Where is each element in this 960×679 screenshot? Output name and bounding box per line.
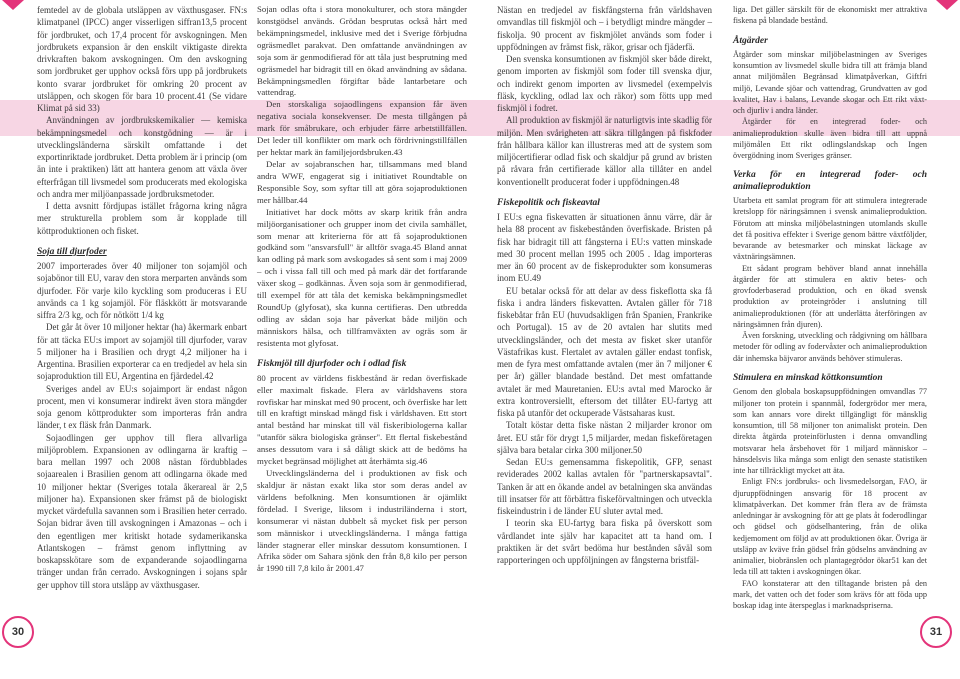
paragraph: Utarbeta ett samlat program för att stimulera integrerade kretslopp för näringsämnen i svensk animalieproduktion. Förutom att minska miljöbelastningen utomlands skulle det få positiva effekter i Sverige genom bättre växtföljder, bevarande av betesmarker och minskat läckage av växtnäringsämnen. bbox=[733, 195, 927, 262]
page-number-left: 30 bbox=[2, 616, 34, 648]
paragraph: Genom den globala boskapsuppfödningen omvandlas 77 miljoner ton protein i spannmål, fodergrödor mer mera, som kan annars vore direkt tillgängligt för mänsklig konsumtion, till 58 miljoner ton animaliskt protein. Den direkta åtgärda proteinförlusten i denna omvandling motsvarar hela årsbehovet för 1 miljard människor – hänsdelsvis lika många som enligt den senaste statistiken inte har tillräckligt mycket att äta. bbox=[733, 387, 927, 476]
section-heading: Åtgärder bbox=[733, 35, 768, 46]
section-heading: Fiskmjöl till djurfoder och i odlad fisk bbox=[257, 358, 407, 369]
paragraph: Det går åt över 10 miljoner hektar (ha) åkermark enbart för att täcka EU:s import av sojamjöl till djurfoder, varav 5 miljoner ha i Brasilien och drygt 4,2 miljoner ha i Argentina. Brasilien exporterar ca en tredjedel av hela sin sojaproduktion till EU, Argentina en fjärdedel.42 bbox=[37, 322, 247, 382]
paragraph: 80 procent av världens fiskbestånd är redan överfiskade eller maximalt fiskade. Flera av världshavens stora rovfiskar har minskat med 90 procent, och överfiske har lett till en kraftigt minskad mängd fisk i världshaven. Ett stort antal bestånd har minskat till väl fiskeribiologerna kallar "utanför säkra biologiska gränser". Ett flertal fiskebestånd anses dessutom vara i så dåligt skick att de bedöms ha mycket begränsad möjlighet att återhämta sig.46 bbox=[257, 372, 467, 467]
column-2 bbox=[257, 4, 467, 575]
paragraph: Den svenska konsumtionen av fiskmjöl sker både direkt, genom importen av fiskmjöl som foder till svenska djur, och indirekt genom importen av livsmedel (exempelvis fläsk, kyckling, odlad lax och räkor) som fötts upp med fiskmjöl i fodret. bbox=[497, 54, 712, 113]
paragraph: Ett sådant program behöver bland annat innehålla åtgärder för att stimulera en aktiv betes- och grovfoderbaserad produktion, och en ökad svensk produktion av proteingröder i anslutning till animalieproduktionen (för att underlätta återföringen av näringsämnen från djuren). bbox=[733, 263, 927, 329]
paragraph: Åtgärder för en integrerad foder- och animalieproduktion skulle även bidra till att uppnå miljömålen Ett rikt odlingslandskap och Ingen övergödning inom Sveriges gränser. bbox=[733, 117, 927, 161]
paragraph: Totalt köstar detta fiske nästan 2 miljarder kronor om året. EU står för drygt 1,5 miljarder, medan fiskeföretagen själva bara betalar cirka 300 miljoner.50 bbox=[497, 420, 712, 455]
section-heading: Verka för en integrerad foder- och animalieproduktion bbox=[733, 170, 927, 192]
section-heading: Soja till djurfoder bbox=[37, 246, 107, 257]
column-1 bbox=[37, 4, 247, 591]
paragraph: Nästan en tredjedel av fiskfångsterna från världshaven omvandlas till fiskmjöl och – i betydligt mindre mängder – fiskolja. 90 procent av fiskmjölet används som foder i uppfödningen av främst fisk, räkor, grisar och fjäderfä. bbox=[497, 5, 712, 52]
corner-marker-right-icon bbox=[936, 0, 958, 10]
paragraph: Användningen av jordbrukskemikalier — kemiska bekämpningsmedel och konstgödning — är i utvecklingsländerna särskilt omfattande i det exportinriktade jordbruket. Detta problem är i princip (om än inte i praktiken) lätt att hantera genom att växla över efterfrågan till livsmedel som producerats med ekologiska och andra mer miljöanpassade jordbruksmetoder. bbox=[37, 115, 247, 199]
paragraph: 2007 importerades över 40 miljoner ton sojamjöl och sojabönor till EU, varav den stora merparten används som djurfoder. För varje kilo kyckling som produceras i EU används ca 1 kg sojamjöl. För fläskkött är motsvarande siffra 2/3 kg, och för nötkött 1/4 kg bbox=[37, 261, 247, 320]
paragraph: Delar av sojabranschen har, tillsammans med bland andra WWF, engagerat sig i initiativet Roundtable on Responsible Soy, som syftar till att göra sojaproduktionen mer hållbar.44 bbox=[257, 158, 467, 205]
paragraph: I EU:s egna fiskevatten är situationen ännu värre, där är hela 88 procent av fiskebestånden överfiskade. Bristen på fisk har bidragit till att fångsterna i EU:s vatten minskade med 30 procent mellan 1995 och 2005 . Idag importeras mer än 60 procent av de fiskeprodukter som konsumeras inom EU.49 bbox=[497, 212, 712, 284]
paragraph: Även forskning, utveckling och rådgivning om hållbara metoder för odling av fodervåxter och animalieproduktion där inhemska bäjvaror används behöver stimuleras. bbox=[733, 331, 927, 363]
paragraph: liga. Det gäller särskilt för de ekonomiskt mer attraktiva fiskena på blandade bestånd. bbox=[733, 5, 927, 26]
paragraph: Sveriges andel av EU:s sojaimport är endast någon procent, men vi konsumerar indirekt även stora mängder soja genom köttprodukter som importeras från andra länder, t ex fläsk från Danmark. bbox=[37, 383, 247, 431]
column-3 bbox=[497, 4, 712, 566]
column-4 bbox=[733, 4, 927, 612]
paragraph: I detta avsnitt fördjupas istället frågorna kring några mer strukturella problem som är kopplade till köttproduktionen och fisket. bbox=[37, 201, 247, 236]
paragraph: Initiativet har dock mötts av skarp kritik från andra miljöorganisationer och grupper inom det civila samhället, som menar att kriterierna för att få sojaproduktionen godkänd som "ansvarsfull" är alltför svaga.45 Bland annat kan odling på mark som avskogades så sent som i maj 2009 – och i vissa fall till och med på mark där det fortfarande växer skog – godkännas. Även soja som är genmodifierad, till exempel för att tåla det kemiska bekämpningsmedlet RoundUp (glyfosat), ska kunna certifieras. Den utbredda odling av sådan soja har påverkat både miljön och människors hälsa, och tillframväxten av ogräs som är resistenta mot glyfosat. bbox=[257, 206, 467, 348]
corner-marker-left-icon bbox=[2, 0, 24, 10]
paragraph: Sedan EU:s gemensamma fiskepolitik, GFP, senast reviderades 2002 kallas avtalen för "partnerskapsavtal". Tanken är att en ökande andel av betalningen ska användas till insatser för att förbättra fiskeförvaltningen och utveckla fiskeindustrin i de länder EU sluter avtal med. bbox=[497, 457, 712, 516]
page-number-right: 31 bbox=[920, 616, 952, 648]
paragraph: FAO konstaterar att den tilltagande bristen på den mark, det vatten och det foder som krävs för att föda upp boskap idag inte äterspeglas i marknadspriserna. bbox=[733, 578, 927, 611]
paragraph: Den storskaliga sojaodlingens expansion får även negativa sociala konsekvenser. De mesta tillgången på mark för småbrukare, och erbjuder färre arbetstillfällen. Det leder till konflikter om mark och fördrivningstillfällen per hektar mark än familjejordsbruken.43 bbox=[257, 99, 467, 158]
paragraph: femtedel av de globala utsläppen av växthusgaser. FN:s klimatpanel (IPCC) anger visserligen siffran13,5 procent för jordbruket, och 17,4 procent för avskogningen. Men jordbrukets expansion är den enskilt viktigaste direkta drivkraften bakom avskogningen. Om den avskogning som jordbruket ger upphov också förs upp på jordbrukets konto svarar jordbruket för omkring 20 procent av utsläppen, och skogen för bara 10 procent.41 (Se vidare Klimat på sid 33) bbox=[37, 5, 247, 113]
paragraph: Enligt FN:s jordbruks- och livsmedelsorgan, FAO, är djuruppfödningen ansvarig för 18 procent av klimatpåverkan. Det kommer från flera av de främsta anledningar är avskogning för att ge plats åt foderodlingar och gödsel och gödselhantering, från de olika kedjemoment om följd av att produktionen ökar. Övriga är utsläpp av kväve från gödsel från gödselns användning av animalier, biobränslen och plantagegrödor ökar51 kan det leda till att takten i avskogningen ökar. bbox=[733, 477, 927, 577]
paragraph: Sojan odlas ofta i stora monokulturer, och stora mängder konstgödsel används. Grödan besprutas också hårt med bekämpningsmedel, inklusive med det i Sverige förbjudna ogräsmedlet parakvat. Den omfattande användningen av soja som är genmodifierad för att tåla just besprutning med ogräsmedel har bidragit till en ökad användning av sådana. Bekämpningsmedlen förgiftar både lantarbetare och vattendrag. bbox=[257, 4, 467, 98]
paragraph: I teorin ska EU-fartyg bara fiska på överskott som vårdlandet inte själv har kapacitet att ta hand om. I praktiken är det svårt bedöma hur bestånden såväl som rapporteringen och uppföljningen av fångsterna bristfäl- bbox=[497, 518, 712, 565]
section-heading: Fiskepolitik och fiskeavtal bbox=[497, 197, 600, 208]
paragraph: Utvecklingsländerna del i produktionen av fisk och skaldjur är nästan exakt lika stor som deras andel av världens befolkning. Men konsumtionen är ojämlikt fördelad. I Sverige, liksom i industriländerna i stort, konsumerar vi nästan dubbelt så mycket fisk per person som människor i utvecklingsländerna. I många fattiga länder stagnerar eller minskar dessutom konsumtionen. I Afrika söder om Sahara sjönk den från 8,8 kilo per person år 1990 till 7,8 kilo år 2001.47 bbox=[257, 468, 467, 574]
paragraph: EU betalar också för att delar av dess fiskeflotta ska få fiska i andra länders fiskevatten. Avtalen gäller för 718 fiskebåtar från EU (huvudsakligen från Spanien, Frankrike och Portugal). 15 av de 20 avtalen har slutits med utvecklingsländer, och det mesta av fisket sker utanför Västafrikas kust. Flertalet av avtalen gäller endast tonfisk, men de fyra mest omfattande avtalen (mer än 7 miljoner € per år) gäller blandade bestånd. Det mest omfattande avtalet är med Mauretanien. EU:s avtal med Marocko är extra kontroversiellt, eftersom det tillåter EU-fartyg att fiska på utanför det ockuperade Västsaharas kust. bbox=[497, 285, 712, 418]
paragraph: Åtgärder som minskar miljöbelastningen av Sveriges konsumtion av livsmedel skulle bidra till att främja bland annat miljömålen Begränsad klimatpåverkan, Giftfri miljö, Levande sjöar och vattendrag, Grundvatten av god kvalitet, Hav i balans, Levande skogar och Ett rikt växt- och djurliv i andra länder. bbox=[733, 49, 927, 116]
paragraph: All produktion av fiskmjöl är naturligtvis inte skadlig för miljön. Men svårigheten att säkra tillgången på fiskfoder från hållbara källor kan illustreras med att de system som miljöcertifierar odlad fisk och skaldjur på grund av bristen på råvara från certifierade källor alla tillåter en andel konventionellt producerat foder i uppfödningen.48 bbox=[497, 115, 712, 187]
section-heading: Stimulera en minskad köttkonsumtion bbox=[733, 372, 883, 383]
paragraph: Sojaodlingen ger upphov till flera allvarliga miljöproblem. Expansionen av odlingarna är kraftig – bara mellan 1997 och 2008 nästan fördubblades sojaarealen i Brasilien genom att odlingarna ökade med 10 miljoner hektar (Sveriges totala åkerareal är 2,5 miljoner ha). Expansionen sker främst på de biologiskt mycket värdefulla savannen som i Brasilien heter cerrado. Sojan bidrar även till avskogningen i Amazonas – och i den egentligen mer kritiskt hotade sydamerikanska Atlantskogen – främst genom inflyttning av boskapsskötare som de expanderande sojaodlingarna tränger undan från cerrado. Avskogningen i sojans spår ger upphov till stora utsläpp av växthusgaser. bbox=[37, 432, 247, 590]
